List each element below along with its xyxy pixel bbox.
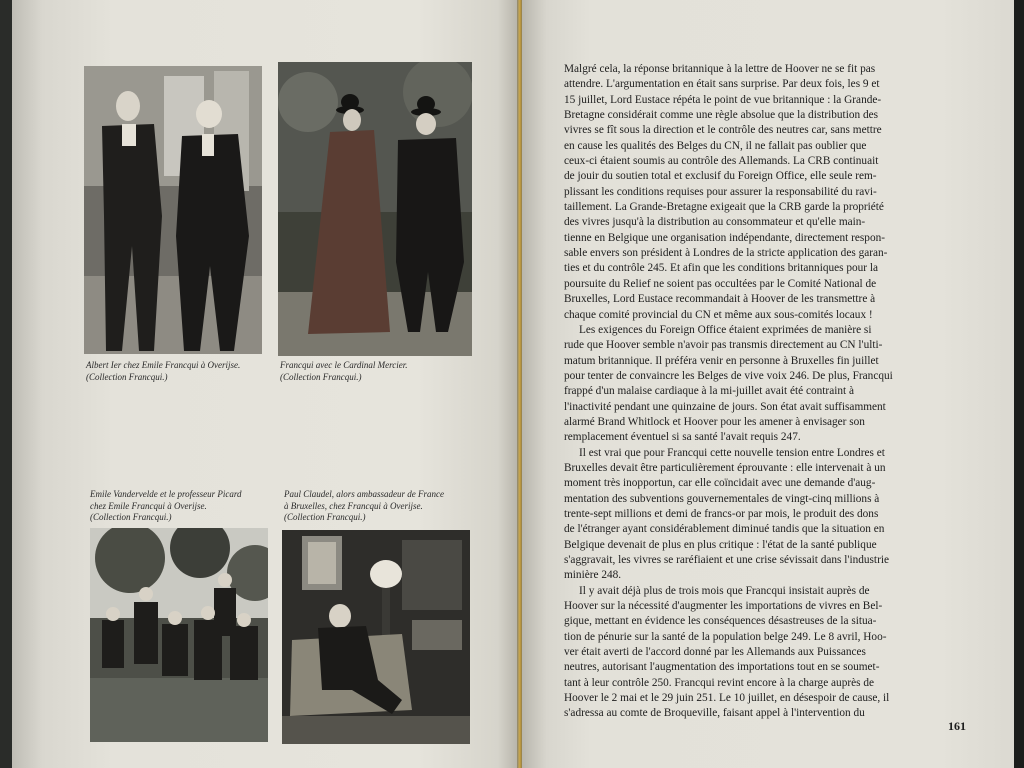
text-line: Il y avait déjà plus de trois mois que Francqui insistait auprès de (579, 584, 870, 597)
photo-vandervelde-picard (90, 528, 268, 742)
text-line: sable envers son président à Londres de la stricte application des garan- (564, 247, 888, 260)
photo-claudel (282, 530, 470, 744)
text-line: pour tenter de convaincre les Belges de vive voix 246. De plus, Francqui (564, 369, 893, 382)
text-line: matum britannique. Il préféra venir en personne à Bruxelles fin juillet (564, 354, 879, 367)
caption-line: Emile Vandervelde et le professeur Picard (90, 489, 242, 499)
text-line: rude que Hoover semble n'avoir pas transmis directement au CN l'ulti- (564, 339, 883, 352)
text-line: remplacement éventuel si sa santé l'avait requis 247. (564, 431, 801, 444)
text-line: mentation des subventions gouvernementales de vingt-cinq millions à (564, 492, 880, 505)
text-line: 15 juillet, Lord Eustace répéta le point de vue britannique : la Grande- (564, 93, 882, 106)
text-line: tant à leur contrôle 250. Francqui revint encore à la charge auprès de (564, 676, 875, 689)
text-line: de jouir du soutien total et exclusif du Foreign Office, elle seule rem- (564, 170, 877, 183)
text-line: Belgique devenait de plus en plus critique : l'état de la santé publique (564, 538, 877, 551)
caption-line: Paul Claudel, alors ambassadeur de France (284, 489, 444, 499)
caption-claudel (284, 489, 444, 524)
text-line: s'aggravait, les vivres se raréfiaient et une crise sévissait dans l'industrie (564, 554, 889, 566)
caption-line: chez Emile Francqui à Overijse. (90, 500, 207, 511)
text-line: gique, mettant en évidence les conséquences désastreuses de la situa- (564, 615, 877, 628)
text-line: s'adressa au comte de Broqueville, faisant appel à l'intervention du (564, 707, 865, 720)
text-line: Bruxelles devait être particulièrement éprouvante : elle intervenait à un (564, 461, 886, 474)
text-line: ver était averti de l'accord donné par les Allemands aux Puissances (564, 646, 866, 659)
caption-line: (Collection Francqui.) (280, 371, 362, 382)
caption-line: Francqui avec le Cardinal Mercier. (280, 360, 408, 370)
right-page (522, 0, 1014, 768)
photo-francqui-mercier (278, 62, 472, 356)
text-line: ties et du contrôle 245. Et afin que les conditions britanniques pour la (564, 262, 879, 275)
text-line: tion de pénurie sur la santé de la population belge 249. Le 8 avril, Hoo- (564, 630, 887, 643)
text-line: neutres, autorisant l'augmentation des importations tout en se soumet- (564, 661, 880, 674)
text-line: trente-sept millions et demi de francs-or par mois, le produit des dons (564, 507, 879, 520)
text-line: tienne en Belgique une organisation indépendante, directement respon- (564, 231, 886, 244)
caption-vandervelde-picard (90, 489, 242, 524)
text-line: Hoover le 2 mai et le 29 juin 251. Le 10 juillet, en désespoir de cause, il (564, 692, 890, 705)
text-line: taillement. La Grande-Bretagne exigeait que la CRB garde la propriété (564, 201, 884, 214)
text-line: Malgré cela, la réponse britannique à la lettre de Hoover ne se fit pas (564, 63, 876, 75)
text-line: attendre. L'argumentation en était sans surprise. Par deux fois, les 9 et (564, 78, 880, 91)
text-line: vivres se fît sous la direction et le contrôle des neutres car, sans mettre (564, 124, 882, 137)
text-line: Bretagne considérait comme une règle absolue que la distribution des (564, 109, 879, 122)
text-line: minière 248. (564, 569, 622, 582)
text-line: moment très inopportun, car elle coïncidait avec une demande d'aug- (564, 477, 876, 490)
caption-line: (Collection Francqui.) (284, 512, 366, 522)
page-number: 161 (948, 719, 966, 733)
caption-line: à Bruxelles, chez Francqui à Overijse. (284, 500, 423, 511)
caption-francqui-mercier (280, 360, 408, 383)
text-line: l'inactivité pendant une quinzaine de jours. Son état avait suffisamment (564, 400, 886, 413)
left-page (12, 0, 518, 768)
book-edge (0, 0, 12, 768)
text-line: frappé d'un malaise cardiaque à la mi-juillet avait été contraint à (564, 385, 854, 398)
text-line: ceux-ci étaient soumis au contrôle des Allemands. La CRB continuait (564, 155, 879, 168)
caption-line: (Collection Francqui.) (90, 512, 172, 522)
text-line: en cause les qualités des Belges du CN, il ne fallait pas oublier que (564, 139, 867, 152)
text-line: alarmé Brand Whitlock et Hoover pour les amener à envisager son (564, 415, 865, 428)
text-line: plissant les conditions requises pour assurer la responsabilité du ravi- (564, 185, 877, 198)
text-line: Bruxelles, Lord Eustace recommandait à Hoover de les transmettre à (564, 293, 876, 306)
text-line: chaque comité provincial du CN et même aux sous-comités locaux ! (564, 308, 873, 321)
body-text (564, 62, 984, 722)
text-line: Il est vrai que pour Francqui cette nouvelle tension entre Londres et (579, 446, 885, 459)
photo-albert-francqui (84, 66, 262, 354)
text-line: de l'étranger ayant considérablement diminué tandis que la situation en (564, 523, 885, 536)
text-line: poursuite du Relief ne soient pas occultées par le Comité National de (564, 277, 877, 290)
caption-line: (Collection Francqui.) (86, 371, 168, 382)
text-line: Les exigences du Foreign Office étaient exprimées de manière si (579, 323, 872, 336)
text-line: des vivres jusqu'à la distribution au consommateur et qu'elle main- (564, 216, 866, 229)
caption-albert-francqui (86, 360, 240, 383)
caption-line: Albert Ier chez Emile Francqui à Overijse. (86, 360, 241, 370)
text-line: Hoover sur la nécessité d'augmenter les importations de vivres en Bel- (564, 600, 883, 613)
